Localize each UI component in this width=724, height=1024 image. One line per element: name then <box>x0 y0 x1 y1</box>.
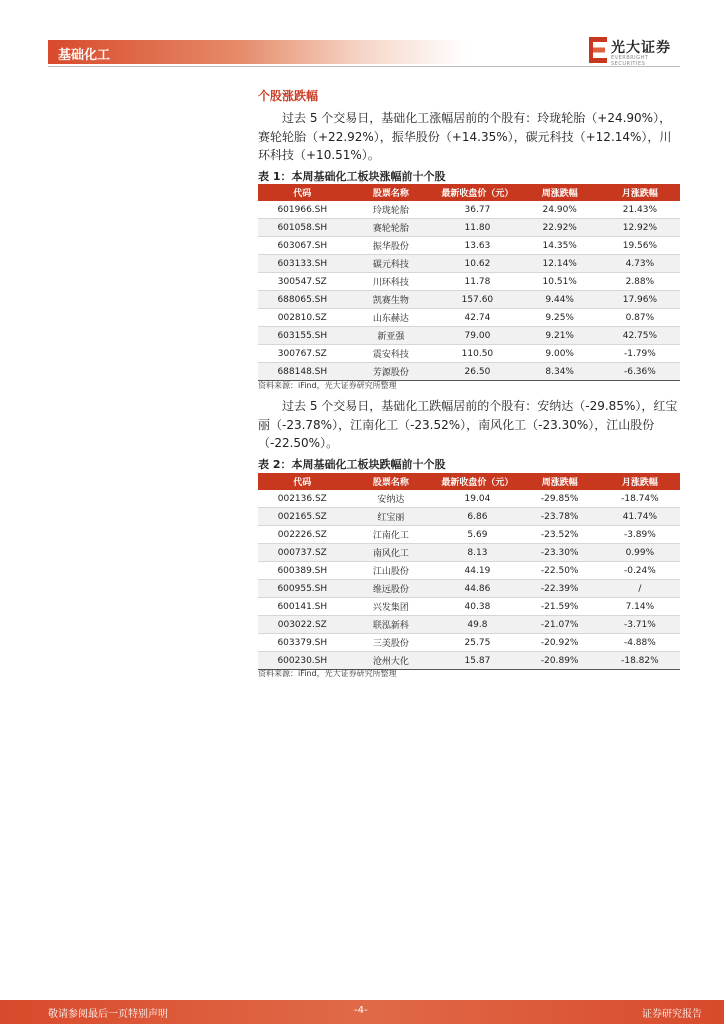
table-row <box>258 544 680 562</box>
table-row <box>258 201 680 219</box>
table-cell: 21.43% <box>600 201 680 219</box>
table-cell: 000737.SZ <box>258 544 347 562</box>
column-header: 代码 <box>258 473 347 490</box>
table-cell: -6.36% <box>600 363 680 381</box>
column-header: 最新收盘价（元） <box>435 473 519 490</box>
table-cell: 19.56% <box>600 237 680 255</box>
table-row <box>258 616 680 634</box>
table-cell: 40.38 <box>435 598 519 616</box>
table-cell: -23.30% <box>520 544 600 562</box>
table-cell: 25.75 <box>435 634 519 652</box>
table-row <box>258 255 680 273</box>
table-cell: 5.69 <box>435 526 519 544</box>
table1-caption: 表 1：本周基础化工板块涨幅前十个股 <box>258 170 446 183</box>
company-logo <box>589 36 681 67</box>
footer-disclaimer: 敬请参阅最后一页特别声明 <box>48 1009 168 1020</box>
table-cell: -3.71% <box>600 616 680 634</box>
page-number: -4- <box>354 1005 368 1016</box>
table-cell: 003022.SZ <box>258 616 347 634</box>
header-divider <box>48 66 680 67</box>
table-cell: 002810.SZ <box>258 309 347 327</box>
header-band <box>48 40 468 64</box>
table-cell: -18.74% <box>600 490 680 508</box>
table-cell: 44.19 <box>435 562 519 580</box>
table-cell: 17.96% <box>600 291 680 309</box>
table-row <box>258 345 680 363</box>
table-cell: -23.78% <box>520 508 600 526</box>
column-header: 股票名称 <box>347 473 436 490</box>
column-header: 股票名称 <box>347 184 436 201</box>
table-cell: 红宝丽 <box>347 508 436 526</box>
column-header: 代码 <box>258 184 347 201</box>
table-cell: 41.74% <box>600 508 680 526</box>
table-cell: 603133.SH <box>258 255 347 273</box>
table-cell: 600389.SH <box>258 562 347 580</box>
table-cell: 江山股份 <box>347 562 436 580</box>
table-row <box>258 652 680 670</box>
table-cell: 12.92% <box>600 219 680 237</box>
losers-table <box>258 473 680 670</box>
table-cell: / <box>600 580 680 598</box>
table-cell: 601058.SH <box>258 219 347 237</box>
table-cell: 玲珑轮胎 <box>347 201 436 219</box>
table-cell: 603155.SH <box>258 327 347 345</box>
column-header: 月涨跌幅 <box>600 184 680 201</box>
table-cell: 22.92% <box>520 219 600 237</box>
table-cell: 157.60 <box>435 291 519 309</box>
gainers-table-body <box>258 201 680 381</box>
table-cell: 13.63 <box>435 237 519 255</box>
logo-text: 光大证券 <box>611 40 671 56</box>
table-cell: 002226.SZ <box>258 526 347 544</box>
table-cell: -20.92% <box>520 634 600 652</box>
table-cell: 9.25% <box>520 309 600 327</box>
table-cell: 川环科技 <box>347 273 436 291</box>
logo-subtext: EVERBRIGHT SECURITIES <box>611 55 649 67</box>
table2-caption: 表 2：本周基础化工板块跌幅前十个股 <box>258 458 446 471</box>
table-header-row <box>258 473 680 490</box>
table-cell: 11.80 <box>435 219 519 237</box>
table-cell: 震安科技 <box>347 345 436 363</box>
table-cell: 10.51% <box>520 273 600 291</box>
table-row <box>258 219 680 237</box>
table-cell: 110.50 <box>435 345 519 363</box>
table-cell: 600955.SH <box>258 580 347 598</box>
column-header: 周涨跌幅 <box>520 184 600 201</box>
table-cell: 8.13 <box>435 544 519 562</box>
table-cell: 36.77 <box>435 201 519 219</box>
table-cell: 振华股份 <box>347 237 436 255</box>
table-cell: 24.90% <box>520 201 600 219</box>
table-cell: 14.35% <box>520 237 600 255</box>
table-cell: 44.86 <box>435 580 519 598</box>
table-cell: 山东赫达 <box>347 309 436 327</box>
table-cell: 9.00% <box>520 345 600 363</box>
table-cell: -21.59% <box>520 598 600 616</box>
logo-mark-icon <box>589 37 607 63</box>
table-cell: 新亚强 <box>347 327 436 345</box>
table-cell: 10.62 <box>435 255 519 273</box>
table-cell: -29.85% <box>520 490 600 508</box>
table-cell: 7.14% <box>600 598 680 616</box>
table-cell: -18.82% <box>600 652 680 670</box>
table-cell: 42.74 <box>435 309 519 327</box>
table-cell: 9.44% <box>520 291 600 309</box>
losers-table-body <box>258 490 680 670</box>
table-row <box>258 598 680 616</box>
table-cell: -22.50% <box>520 562 600 580</box>
table-cell: -4.88% <box>600 634 680 652</box>
table-cell: 601966.SH <box>258 201 347 219</box>
column-header: 周涨跌幅 <box>520 473 600 490</box>
table-cell: 沧州大化 <box>347 652 436 670</box>
table-cell: 26.50 <box>435 363 519 381</box>
table-cell: 碳元科技 <box>347 255 436 273</box>
table-row <box>258 580 680 598</box>
table-cell: -23.52% <box>520 526 600 544</box>
table-cell: 603379.SH <box>258 634 347 652</box>
table-cell: 0.87% <box>600 309 680 327</box>
table-row <box>258 508 680 526</box>
section-title: 个股涨跌幅 <box>258 89 319 103</box>
table-cell: 0.99% <box>600 544 680 562</box>
table-cell: 三美股份 <box>347 634 436 652</box>
table-cell: 8.34% <box>520 363 600 381</box>
table-cell: 兴发集团 <box>347 598 436 616</box>
table-cell: 300767.SZ <box>258 345 347 363</box>
table-cell: 9.21% <box>520 327 600 345</box>
table-cell: 11.78 <box>435 273 519 291</box>
table-row <box>258 526 680 544</box>
table-cell: -21.07% <box>520 616 600 634</box>
table-cell: 12.14% <box>520 255 600 273</box>
header-section-title: 基础化工 <box>58 48 111 63</box>
table-row <box>258 291 680 309</box>
table-cell: 安纳达 <box>347 490 436 508</box>
table-cell: -20.89% <box>520 652 600 670</box>
footer-report-type: 证券研究报告 <box>642 1009 702 1020</box>
table2-source: 资料来源：iFind，光大证券研究所整理 <box>258 669 397 678</box>
gainers-table <box>258 184 680 381</box>
table-cell: 维远股份 <box>347 580 436 598</box>
table-cell: -1.79% <box>600 345 680 363</box>
table-row <box>258 363 680 381</box>
table-cell: 002136.SZ <box>258 490 347 508</box>
table-row <box>258 237 680 255</box>
table-cell: 15.87 <box>435 652 519 670</box>
table-cell: 凯赛生物 <box>347 291 436 309</box>
table-row <box>258 562 680 580</box>
table-cell: 600230.SH <box>258 652 347 670</box>
table-row <box>258 490 680 508</box>
table-cell: 19.04 <box>435 490 519 508</box>
table-cell: 600141.SH <box>258 598 347 616</box>
column-header: 最新收盘价（元） <box>435 184 519 201</box>
table1-source: 资料来源：iFind，光大证券研究所整理 <box>258 381 397 390</box>
table-cell: 联泓新科 <box>347 616 436 634</box>
table-cell: 603067.SH <box>258 237 347 255</box>
table-cell: 49.8 <box>435 616 519 634</box>
table-cell: 002165.SZ <box>258 508 347 526</box>
table-cell: 688148.SH <box>258 363 347 381</box>
table-cell: 79.00 <box>435 327 519 345</box>
table-cell: 4.73% <box>600 255 680 273</box>
table-cell: -22.39% <box>520 580 600 598</box>
table-cell: 42.75% <box>600 327 680 345</box>
table-row <box>258 273 680 291</box>
table-row <box>258 634 680 652</box>
gainers-paragraph: 过去 5 个交易日，基础化工涨幅居前的个股有：玲珑轮胎（+24.90%），赛轮轮胎（+22.92%），振华股份（+14.35%），碳元科技（+12.14%），川环科技（+10.51%）。 <box>258 111 672 162</box>
table-row <box>258 309 680 327</box>
table-cell: -0.24% <box>600 562 680 580</box>
table-cell: 6.86 <box>435 508 519 526</box>
table-cell: 南风化工 <box>347 544 436 562</box>
table-row <box>258 327 680 345</box>
losers-paragraph: 过去 5 个交易日，基础化工跌幅居前的个股有：安纳达（-29.85%），红宝丽（-23.78%），江南化工（-23.52%），南风化工（-23.30%），江山股份（-22.50%）。 <box>258 399 678 450</box>
table-cell: 2.88% <box>600 273 680 291</box>
table-cell: 江南化工 <box>347 526 436 544</box>
column-header: 月涨跌幅 <box>600 473 680 490</box>
table-cell: -3.89% <box>600 526 680 544</box>
table-cell: 赛轮轮胎 <box>347 219 436 237</box>
table-header-row <box>258 184 680 201</box>
table-cell: 688065.SH <box>258 291 347 309</box>
table-cell: 300547.SZ <box>258 273 347 291</box>
table-cell: 芳源股份 <box>347 363 436 381</box>
